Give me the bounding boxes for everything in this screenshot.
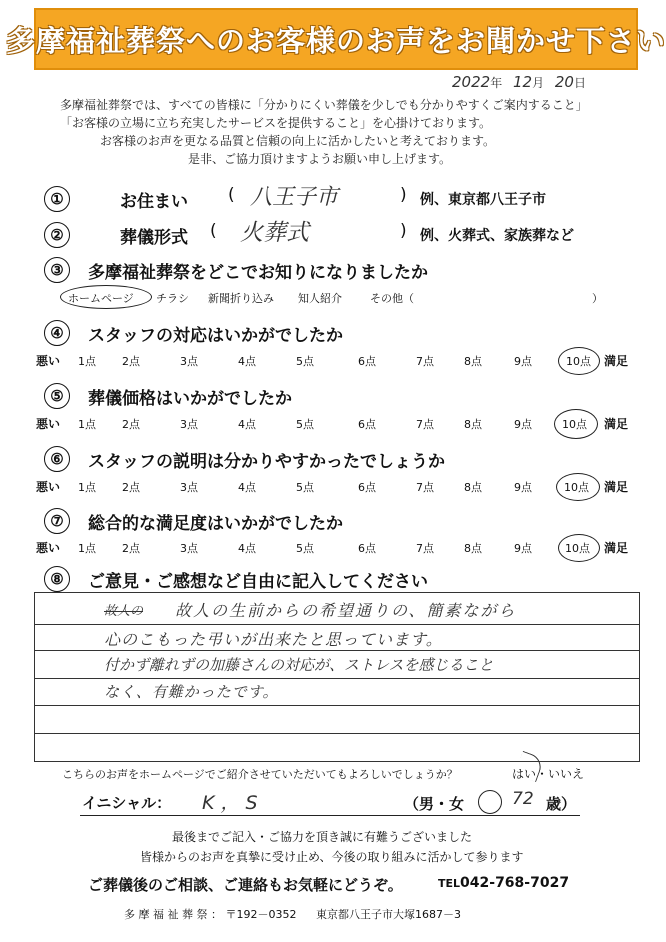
q8-label: ご意見・ご感想など自由に記入してください bbox=[88, 572, 428, 592]
footer-thanks-1: 最後までご記入・ご協力を頂き誠に有難うございました bbox=[172, 830, 473, 844]
initial-underline bbox=[80, 815, 580, 816]
intro-line-2: 「お客様の立場に立ち充実したサービスを提供すること」を心掛けております。 bbox=[60, 116, 492, 130]
q4-point-2[interactable]: 2点 bbox=[122, 355, 140, 368]
footer-address: 東京都八王子市大塚1687－3 bbox=[315, 908, 461, 921]
q4-point-6[interactable]: 6点 bbox=[358, 355, 376, 368]
q5-number: ⑤ bbox=[44, 383, 70, 409]
date-month: 12 bbox=[512, 73, 533, 91]
q5-point-6[interactable]: 6点 bbox=[358, 418, 376, 431]
footer-thanks-2: 皆様からのお声を真摯に受け止め、今後の取り組みに活かして参ります bbox=[140, 850, 524, 864]
intro-line-4: 是非、ご協力頂けますようお願い申し上げます。 bbox=[188, 152, 452, 166]
comments-rule-3 bbox=[34, 678, 640, 679]
q5-point-5[interactable]: 5点 bbox=[296, 418, 314, 431]
footer-postal: 〒192－0352 bbox=[225, 908, 297, 921]
q7-point-6[interactable]: 6点 bbox=[358, 542, 376, 555]
comments-rule-2 bbox=[34, 650, 640, 651]
q6-point-10[interactable]: 10点 bbox=[564, 481, 589, 494]
comments-line-2: 心のこもった弔いが出来たと思っています。 bbox=[104, 630, 443, 649]
comments-line-1: 故人の生前からの希望通りの、簡素ながら bbox=[175, 601, 517, 620]
q1-example: 例、東京都八王子市 bbox=[420, 192, 546, 208]
q4-point-9[interactable]: 9点 bbox=[514, 355, 532, 368]
q7-point-8[interactable]: 8点 bbox=[464, 542, 482, 555]
title-banner bbox=[6, 8, 666, 70]
q2-answer: 火葬式 bbox=[240, 220, 309, 246]
permission-question: こちらのお声をホームページでご紹介させていただいてもよろしいでしょうか？ bbox=[62, 768, 458, 781]
gender-sep: ・ bbox=[434, 795, 450, 813]
permission-sep: ・ bbox=[536, 767, 549, 781]
q2-number: ② bbox=[44, 222, 70, 248]
initial-value: K，S bbox=[202, 792, 264, 814]
q7-point-5[interactable]: 5点 bbox=[296, 542, 314, 555]
intro-line-3: お客様のお声を更なる品質と信頼の向上に活かしたいと考えております。 bbox=[100, 134, 496, 148]
q1-open: ( bbox=[228, 185, 235, 205]
q3-option-flyer[interactable]: チラシ bbox=[156, 292, 189, 305]
footer-address-line bbox=[124, 906, 461, 922]
q7-point-1[interactable]: 1点 bbox=[78, 542, 96, 555]
q5-low-label: 悪い bbox=[36, 417, 61, 431]
q7-number: ⑦ bbox=[44, 508, 70, 534]
q3-label: 多摩福祉葬祭をどこでお知りになりましたか bbox=[88, 263, 428, 283]
q3-option-other-close: ） bbox=[592, 292, 603, 305]
q5-point-9[interactable]: 9点 bbox=[514, 418, 532, 431]
q4-low-label: 悪い bbox=[36, 354, 61, 368]
q7-point-10[interactable]: 10点 bbox=[565, 542, 590, 555]
q3-option-homepage[interactable]: ホームページ bbox=[68, 292, 134, 305]
footer-consult: ご葬儀後のご相談、ご連絡もお気軽にどうぞ。 bbox=[88, 876, 403, 894]
q1-label: お住まい bbox=[120, 192, 188, 212]
q3-option-referral[interactable]: 知人紹介 bbox=[298, 292, 342, 305]
q4-point-4[interactable]: 4点 bbox=[238, 355, 256, 368]
q5-point-7[interactable]: 7点 bbox=[416, 418, 434, 431]
q7-label: 総合的な満足度はいかがでしたか bbox=[88, 514, 343, 534]
q4-point-10[interactable]: 10点 bbox=[566, 355, 591, 368]
date-month-unit: 月 bbox=[532, 76, 545, 90]
q4-point-3[interactable]: 3点 bbox=[180, 355, 198, 368]
age-unit: 歳 bbox=[546, 795, 562, 813]
q7-scale bbox=[0, 539, 666, 559]
q7-low-label: 悪い bbox=[36, 541, 61, 555]
q1-close: ) bbox=[400, 185, 407, 205]
q5-point-4[interactable]: 4点 bbox=[238, 418, 256, 431]
age-group bbox=[546, 793, 576, 814]
gender-close: ） bbox=[561, 795, 577, 813]
q6-high-label: 満足 bbox=[604, 480, 629, 494]
comments-rule-1 bbox=[34, 624, 640, 625]
q4-high-label: 満足 bbox=[604, 354, 629, 368]
q4-point-5[interactable]: 5点 bbox=[296, 355, 314, 368]
intro-line-1: 多摩福祉葬祭では、すべての皆様に「分かりにくい葬儀を少しでも分かりやすくご案内すること」 bbox=[60, 98, 588, 112]
phone-number[interactable]: 042-768-7027 bbox=[460, 875, 570, 891]
q3-option-newspaper[interactable]: 新聞折り込み bbox=[208, 292, 274, 305]
comments-rule-5 bbox=[34, 733, 640, 734]
permission-no[interactable]: いいえ bbox=[548, 767, 585, 781]
q4-point-1[interactable]: 1点 bbox=[78, 355, 96, 368]
q6-point-9[interactable]: 9点 bbox=[514, 481, 532, 494]
gender-selected-circle bbox=[478, 790, 502, 814]
q2-example: 例、火葬式、家族葬など bbox=[420, 228, 574, 244]
q5-point-1[interactable]: 1点 bbox=[78, 418, 96, 431]
q6-point-3[interactable]: 3点 bbox=[180, 481, 198, 494]
gender-group bbox=[404, 793, 464, 814]
age-value: 72 bbox=[512, 789, 534, 809]
q5-high-label: 満足 bbox=[604, 417, 629, 431]
q7-point-4[interactable]: 4点 bbox=[238, 542, 256, 555]
q4-point-7[interactable]: 7点 bbox=[416, 355, 434, 368]
q6-number: ⑥ bbox=[44, 446, 70, 472]
footer-phone bbox=[438, 875, 569, 891]
q7-point-7[interactable]: 7点 bbox=[416, 542, 434, 555]
q4-scale bbox=[0, 352, 666, 372]
q6-point-8[interactable]: 8点 bbox=[464, 481, 482, 494]
q7-point-3[interactable]: 3点 bbox=[180, 542, 198, 555]
comments-line-3: 付かず離れずの加藤さんの対応が、ストレスを感じること bbox=[104, 656, 494, 674]
date bbox=[452, 73, 586, 91]
date-day-unit: 日 bbox=[573, 76, 586, 90]
q5-label: 葬儀価格はいかがでしたか bbox=[88, 389, 292, 409]
gender-male[interactable]: 男 bbox=[419, 795, 435, 813]
q6-point-5[interactable]: 5点 bbox=[296, 481, 314, 494]
q6-low-label: 悪い bbox=[36, 480, 61, 494]
date-year: 2022 bbox=[452, 73, 491, 91]
q6-scale bbox=[0, 478, 666, 498]
q2-label: 葬儀形式 bbox=[120, 228, 188, 248]
comments-line-4: なく、有難かったです。 bbox=[104, 683, 279, 701]
q3-number: ③ bbox=[44, 257, 70, 283]
q5-point-8[interactable]: 8点 bbox=[464, 418, 482, 431]
q5-point-2[interactable]: 2点 bbox=[122, 418, 140, 431]
q4-point-8[interactable]: 8点 bbox=[464, 355, 482, 368]
q7-high-label: 満足 bbox=[604, 541, 629, 555]
comments-rule-4 bbox=[34, 705, 640, 706]
permission-yes[interactable]: はい bbox=[512, 767, 537, 781]
q6-point-6[interactable]: 6点 bbox=[358, 481, 376, 494]
q4-number: ④ bbox=[44, 320, 70, 346]
q4-label: スタッフの対応はいかがでしたか bbox=[88, 326, 343, 346]
page-title: 多摩福祉葬祭へのお客様のお声をお聞かせ下さい bbox=[6, 23, 666, 58]
q2-close: ) bbox=[400, 221, 407, 241]
q8-number: ⑧ bbox=[44, 566, 70, 592]
q6-point-4[interactable]: 4点 bbox=[238, 481, 256, 494]
footer-company: 多 摩 福 祉 葬 祭 ： bbox=[124, 908, 222, 921]
q5-point-10[interactable]: 10点 bbox=[562, 418, 587, 431]
q7-point-2[interactable]: 2点 bbox=[122, 542, 140, 555]
phone-label: TEL bbox=[438, 877, 461, 890]
date-year-unit: 年 bbox=[490, 76, 503, 90]
q6-point-7[interactable]: 7点 bbox=[416, 481, 434, 494]
gender-open: （ bbox=[404, 795, 420, 813]
q5-scale bbox=[0, 415, 666, 435]
q1-number: ① bbox=[44, 186, 70, 212]
q1-answer: 八王子市 bbox=[250, 185, 339, 210]
gender-female[interactable]: 女 bbox=[449, 795, 465, 813]
date-day: 20 bbox=[554, 73, 574, 91]
q6-point-1[interactable]: 1点 bbox=[78, 481, 96, 494]
initial-label: イニシャル： bbox=[82, 794, 172, 812]
q7-point-9[interactable]: 9点 bbox=[514, 542, 532, 555]
q6-label: スタッフの説明は分かりやすかったでしょうか bbox=[88, 452, 445, 472]
q6-point-2[interactable]: 2点 bbox=[122, 481, 140, 494]
comments-struck-text: 故人の bbox=[104, 604, 144, 619]
q2-open: ( bbox=[210, 221, 217, 241]
q5-point-3[interactable]: 3点 bbox=[180, 418, 198, 431]
q3-option-other[interactable]: その他（ bbox=[370, 292, 414, 305]
